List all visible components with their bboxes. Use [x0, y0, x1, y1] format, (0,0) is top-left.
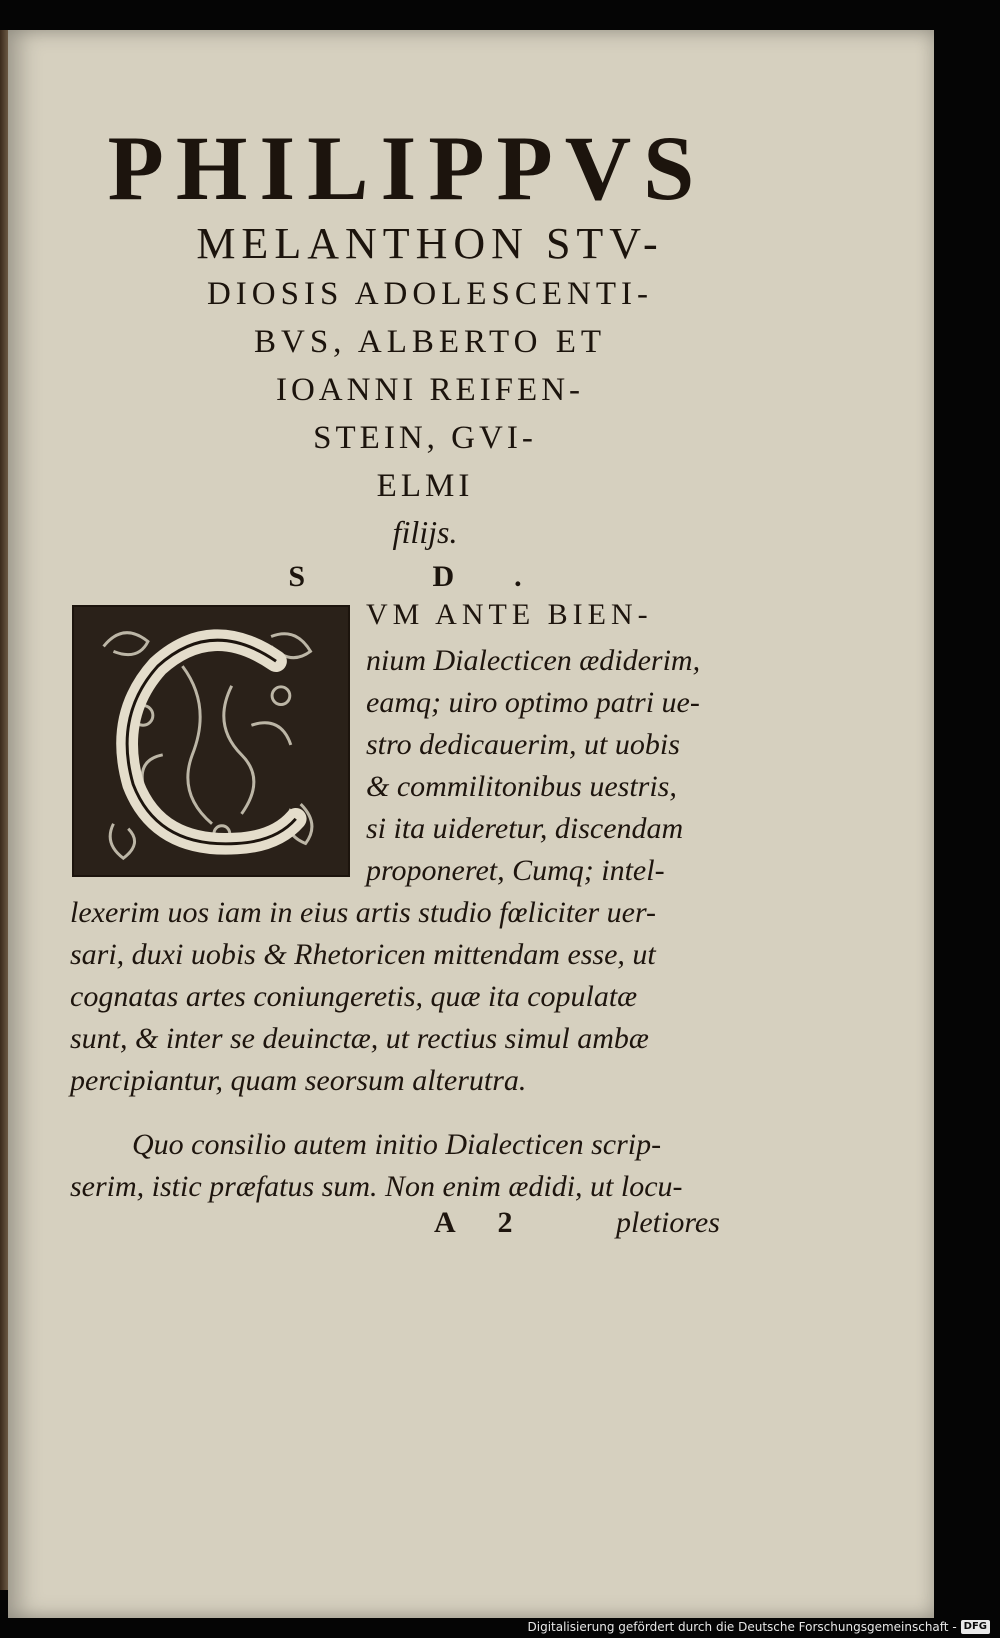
catchword: pletiores [616, 1206, 720, 1239]
text-line: lexerim uos iam in eius artis studio fœliciter uer- [70, 896, 657, 929]
heading-line-5: IOANNI REIFEN- [275, 372, 585, 408]
text-line: sari, duxi uobis & Rhetoricen mittendam esse, ut [70, 938, 656, 971]
heading-line-6: STEIN, GVI- [313, 420, 537, 456]
text-line: cognatas artes coniungeretis, quæ ita copulatæ [70, 980, 638, 1013]
text-line: stro dedicauerim, ut uobis [366, 728, 680, 761]
text-line: nium Dialecticen ædiderim, [366, 644, 701, 677]
text-line: eamq; uiro optimo patri ue- [366, 686, 700, 719]
dfg-logo-icon: DFG [961, 1620, 990, 1634]
text-line: proponeret, Cumq; intel- [366, 854, 665, 887]
title-block [60, 118, 760, 600]
text-line: percipiantur, quam seorsum alterutra. [70, 1064, 527, 1097]
text-line: serim, istic præfatus sum. Non enim ædidi, ut locu- [70, 1170, 683, 1203]
heading-line-2: MELANTHON STV- [196, 219, 664, 268]
heading-line-8: filijs. [392, 514, 458, 550]
text-line: si ita uideretur, discendam [366, 812, 684, 845]
heading-line-3: DIOSIS ADOLESCENTI- [206, 276, 654, 312]
text-line: sunt, & inter se deuinctæ, ut rectius simul ambæ [70, 1022, 649, 1055]
footer-text: Digitalisierung gefördert durch die Deutsche Forschungsgemeinschaft - [527, 1620, 957, 1634]
text-line: Quo consilio autem initio Dialecticen scrip- [132, 1128, 662, 1161]
signature-mark: A 2 [434, 1206, 531, 1239]
first-line: VM ANTE BIEN- [366, 598, 653, 631]
heading-line-7: ELMI [376, 468, 474, 504]
digitization-footer [528, 1618, 991, 1636]
heading-line-1: PHILIPPVS [107, 117, 707, 219]
heading-line-4: BVS, ALBERTO ET [253, 324, 607, 360]
heading-line-9: S D. [288, 560, 582, 593]
decorated-initial-c [72, 605, 350, 877]
text-line: & commilitonibus uestris, [366, 770, 677, 803]
